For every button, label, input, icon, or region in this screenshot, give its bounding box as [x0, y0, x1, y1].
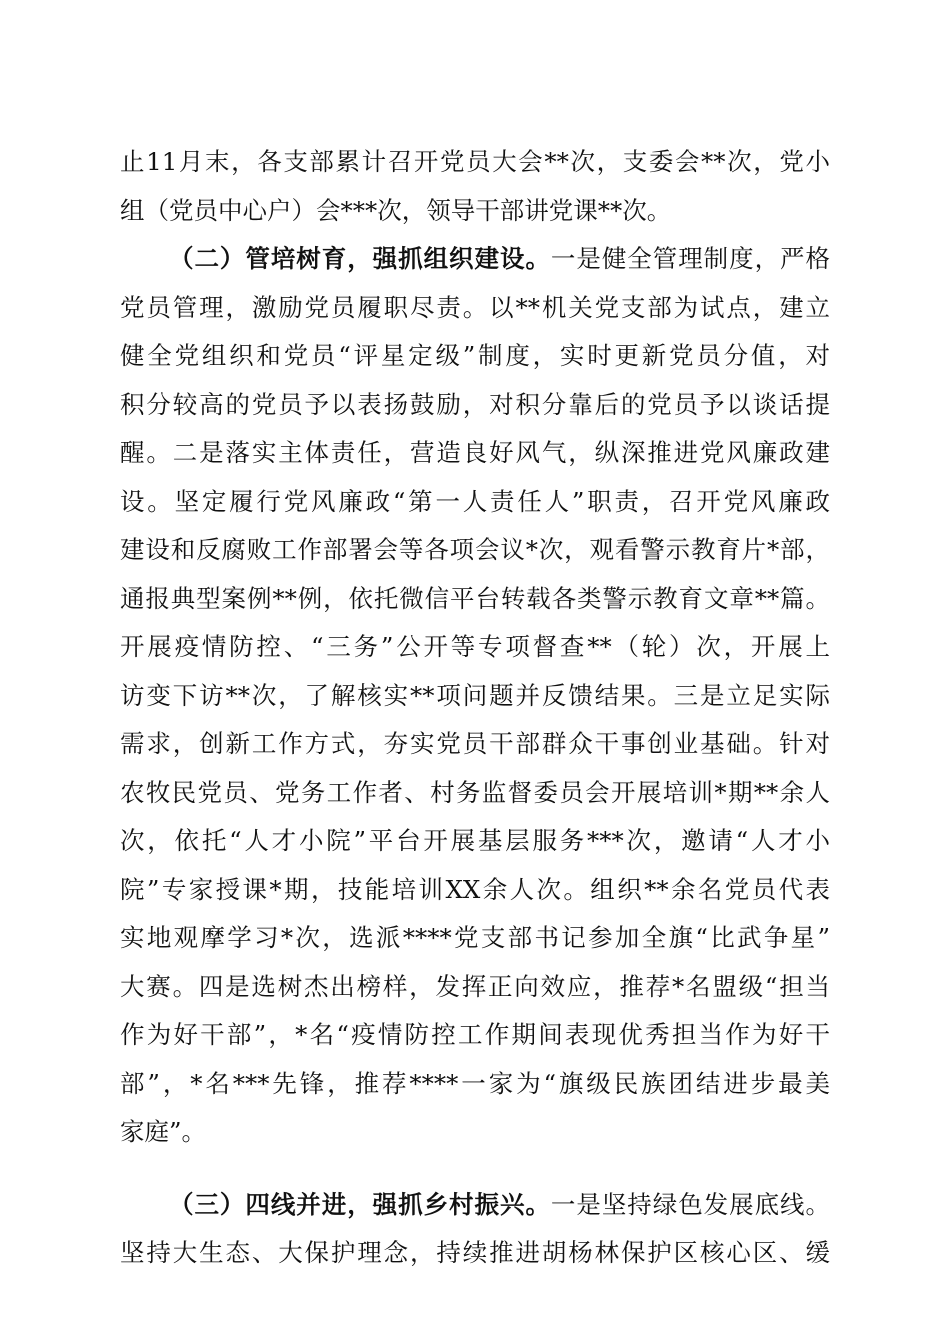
document-body [120, 138, 830, 1278]
paragraph-line: 积分较高的党员予以表扬鼓励，对积分靠后的党员予以谈话提 [120, 389, 830, 419]
paragraph-heading-line [120, 235, 830, 284]
paragraph-line: 醒。二是落实主体责任，营造良好风气，纵深推进党风廉政建 [120, 438, 830, 467]
paragraph-line: 部”，*名***先锋，推荐****一家为“旗级民族团结进步最美 [120, 1068, 830, 1098]
paragraph-line: 设。坚定履行党风廉政“第一人责任人”职责，召开党风廉政 [120, 486, 830, 516]
section-heading: （三）四线并进，强抓乡村振兴。 [169, 1189, 551, 1219]
section-heading: （二）管培树育，强抓组织建设。 [169, 244, 551, 273]
paragraph-line: 通报典型案例**例，依托微信平台转载各类警示教育文章**篇。 [120, 583, 830, 613]
paragraph-line: 开展疫情防控、“三务”公开等专项督查**（轮）次，开展上 [120, 632, 830, 661]
paragraph-text: 一是健全管理制度，严格 [550, 244, 831, 273]
paragraph-line: 作为好干部”，*名“疫情防控工作期间表现优秀担当作为好干 [120, 1020, 830, 1049]
paragraph-text: 一是坚持绿色发展底线。 [550, 1189, 831, 1219]
paragraph-line: 次，依托“人才小院”平台开展基层服务***次，邀请“人才小 [120, 826, 830, 855]
paragraph-line: 健全党组织和党员“评星定级”制度，实时更新党员分值，对 [120, 341, 830, 370]
paragraph-heading-line [120, 1181, 830, 1230]
paragraph-line: 院”专家授课*期，技能培训XX余人次。组织**余名党员代表 [120, 874, 830, 904]
paragraph-line: 家庭”。 [120, 1117, 207, 1146]
paragraph-spacer [120, 1157, 830, 1181]
paragraph-line: 访变下访**次，了解核实**项问题并反馈结果。三是立足实际 [120, 680, 830, 710]
paragraph-line: 大赛。四是选树杰出榜样，发挥正向效应，推荐*名盟级“担当 [120, 971, 830, 1001]
paragraph-line: 建设和反腐败工作部署会等各项会议*次，观看警示教育片*部， [120, 535, 830, 564]
paragraph-line: 需求，创新工作方式，夯实党员干部群众干事创业基础。针对 [120, 729, 830, 758]
paragraph-line: 坚持大生态、大保护理念，持续推进胡杨林保护区核心区、缓 [120, 1238, 830, 1267]
paragraph-line: 组（党员中心户）会***次，领导干部讲党课**次。 [120, 195, 672, 225]
paragraph-line: 止11月末，各支部累计召开党员大会**次，支委会**次，党小 [120, 147, 830, 176]
paragraph-line: 实地观摩学习*次，选派****党支部书记参加全旗“比武争星” [120, 923, 830, 952]
paragraph-line: 党员管理，激励党员履职尽责。以**机关党支部为试点，建立 [120, 292, 830, 322]
paragraph-line: 农牧民党员、党务工作者、村务监督委员会开展培训*期**余人 [120, 777, 830, 807]
